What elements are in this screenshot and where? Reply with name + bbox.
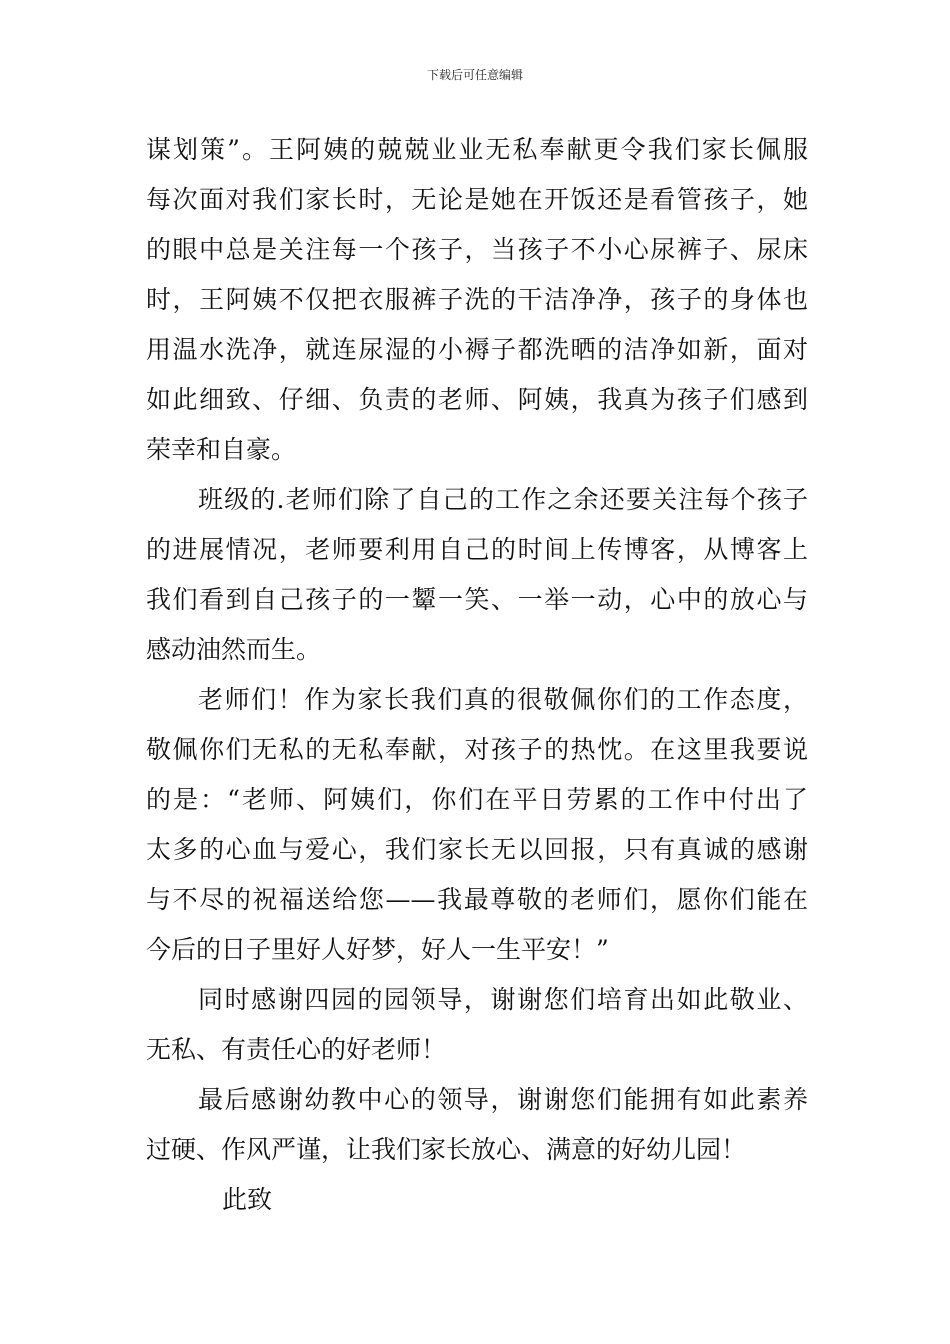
- text-line: 无私、有责任心的好老师！: [146, 1035, 447, 1064]
- text-line: 班级的.老师们除了自己的工作之余还要关注每个孩子: [198, 485, 808, 514]
- text-line: 的进展情况，老师要利用自己的时间上传博客，从博客上: [146, 535, 808, 564]
- paragraph: [146, 975, 808, 1075]
- text-line: 用温水洗净，就连尿湿的小褥子都洗晒的洁净如新，面对: [146, 335, 808, 364]
- text-line: 太多的心血与爱心，我们家长无以回报，只有真诚的感谢: [146, 835, 808, 864]
- text-line: 谋划策”。王阿姨的兢兢业业无私奉献更令我们家长佩服: [146, 135, 808, 164]
- header-note: 下载后可任意编辑: [426, 68, 523, 82]
- paragraph: [146, 475, 808, 675]
- paragraph: [146, 675, 808, 975]
- closing-salutation: 此致: [222, 1185, 273, 1214]
- text-line: 我们看到自己孩子的一颦一笑、一举一动，心中的放心与: [146, 585, 808, 614]
- text-line: 的是：“老师、阿姨们，你们在平日劳累的工作中付出了: [146, 785, 808, 814]
- text-line: 时，王阿姨不仅把衣服裤子洗的干洁净净，孩子的身体也: [146, 285, 808, 314]
- text-line: 敬佩你们无私的无私奉献，对孩子的热忱。在这里我要说: [146, 735, 808, 764]
- paragraph: [146, 125, 808, 475]
- letter-body: [146, 125, 808, 1225]
- text-line: 与不尽的祝福送给您——我最尊敬的老师们，愿你们能在: [146, 885, 808, 914]
- text-line: 感动油然而生。: [146, 635, 322, 664]
- text-line: 最后感谢幼教中心的领导，谢谢您们能拥有如此素养: [198, 1085, 808, 1114]
- text-line: 每次面对我们家长时，无论是她在开饭还是看管孩子，她: [146, 185, 808, 214]
- text-line: 今后的日子里好人好梦，好人一生平安！”: [146, 935, 609, 964]
- text-line: 的眼中总是关注每一个孩子，当孩子不小心尿裤子、尿床: [146, 235, 808, 264]
- text-line: 荣幸和自豪。: [146, 435, 297, 464]
- text-line: 如此细致、仔细、负责的老师、阿姨，我真为孩子们感到: [146, 385, 808, 414]
- text-line: 过硬、作风严谨，让我们家长放心、满意的好幼儿园！: [146, 1135, 747, 1164]
- text-line: 老师们！作为家长我们真的很敬佩你们的工作态度，: [198, 685, 808, 714]
- paragraph: [146, 1075, 808, 1175]
- text-line: 同时感谢四园的园领导，谢谢您们培育出如此敬业、: [198, 985, 808, 1014]
